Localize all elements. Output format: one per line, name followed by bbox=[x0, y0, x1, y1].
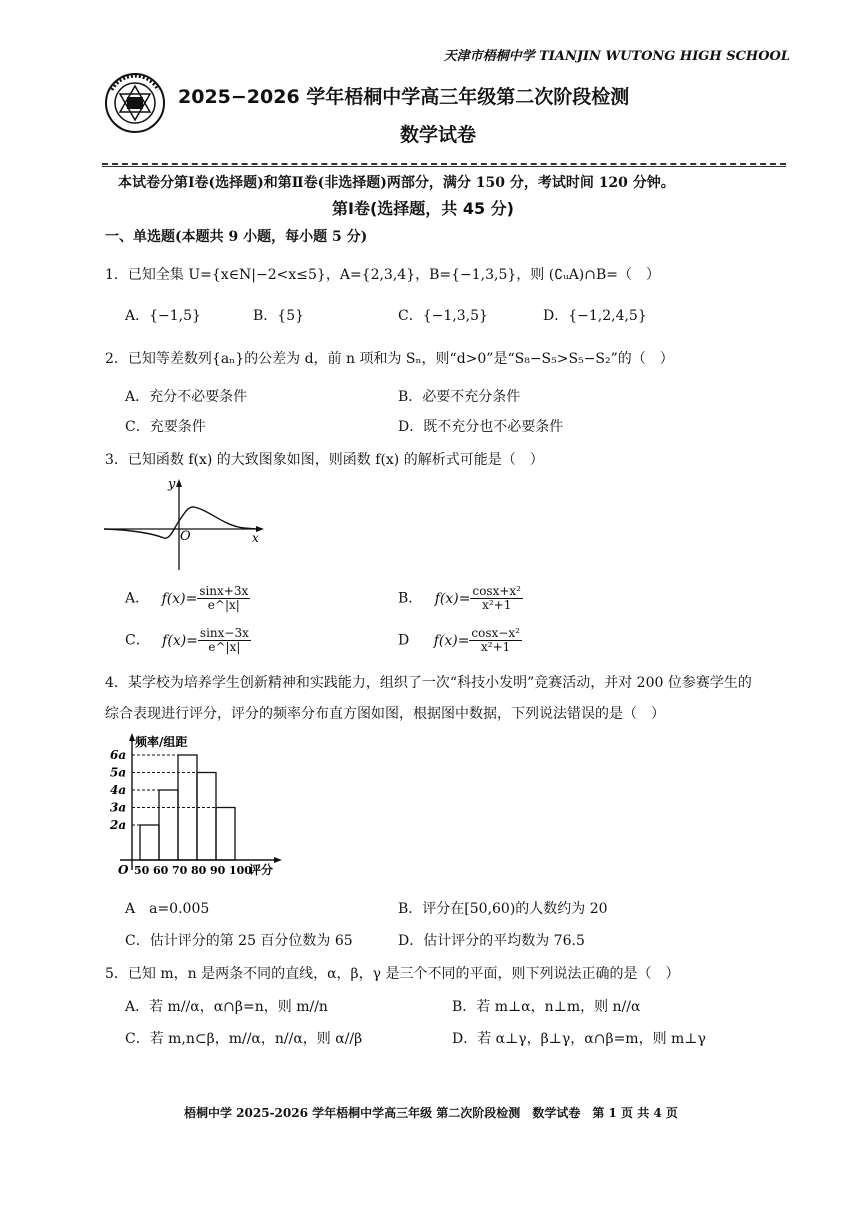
histogram-title: 频率/组距 bbox=[135, 735, 188, 749]
graph-origin-label: O bbox=[180, 529, 191, 544]
question-3-option-b: B． f(x)= $\frac{\text{cosx+x²}}{\text{x²+1}}$ bbox=[398, 584, 521, 612]
histogram-bar bbox=[216, 808, 235, 861]
question-3-option-d: D f(x)= $\frac{\text{cosx−x²}}{\text{x²+1}}$ bbox=[398, 626, 520, 654]
exam-notice: 本试卷分第Ⅰ卷(选择题)和第Ⅱ卷(非选择题)两部分，满分 150 分，考试时间 120 分钟。 bbox=[118, 175, 675, 191]
histogram-y-tick-label: 2a bbox=[110, 818, 127, 832]
histogram-bar bbox=[159, 790, 178, 860]
question-1-stem: 1．已知全集 U={x∈N|−2<x≤5}，A={2,3,4}，B={−1,3,5}，则 (∁ᵤA)∩B=（ ） bbox=[105, 267, 661, 283]
question-4-option-a: A a=0.005 bbox=[125, 901, 210, 917]
header-divider bbox=[102, 163, 786, 165]
question-5-stem: 5．已知 m，n 是两条不同的直线，α，β，γ 是三个不同的平面，则下列说法正确的是（ ） bbox=[105, 966, 680, 982]
school-seal bbox=[104, 72, 166, 134]
question-1-option-a: A．{−1,5} bbox=[125, 308, 201, 324]
question-4-stem-line1: 4．某学校为培养学生创新精神和实践能力，组织了一次“科技小发明”竞赛活动，并对 200 位参赛学生的 bbox=[105, 675, 752, 691]
graph-x-label: x bbox=[252, 531, 259, 545]
histogram-origin-label: O bbox=[118, 863, 129, 877]
histogram-x-tick-label: 100 bbox=[229, 864, 252, 877]
question-5-option-d: D．若 α⊥γ，β⊥γ，α∩β=m，则 m⊥γ bbox=[452, 1031, 706, 1047]
function-graph bbox=[104, 476, 266, 572]
histogram-bar bbox=[197, 773, 216, 861]
histogram-x-label: 评分 bbox=[249, 863, 274, 877]
histogram-y-tick-label: 3a bbox=[110, 800, 127, 815]
histogram-x-tick-label: 90 bbox=[210, 864, 226, 877]
question-2-option-b: B．必要不充分条件 bbox=[398, 389, 521, 405]
school-tag: 天津市梧桐中学 TIANJIN WUTONG HIGH SCHOOL bbox=[443, 49, 790, 64]
histogram-x-arrow bbox=[274, 857, 282, 863]
histogram-chart bbox=[104, 730, 284, 880]
question-3-option-a: A． f(x)= $\frac{\sin x+3x}{e\^{}|x|}$ bbox=[125, 584, 249, 612]
question-1-option-d: D．{−1,2,4,5} bbox=[543, 308, 647, 324]
question-4-option-c: C．估计评分的第 25 百分位数为 65 bbox=[125, 933, 353, 949]
question-5-option-c: C．若 m,n⊂β，m//α，n//α，则 α//β bbox=[125, 1031, 363, 1047]
page-footer: 梧桐中学 2025-2026 学年梧桐中学高三年级 第二次阶段检测 数学试卷 第 1 页 共 4 页 bbox=[184, 1106, 678, 1120]
question-1-option-b: B．{5} bbox=[253, 308, 305, 324]
histogram-y-tick-label: 6a bbox=[110, 748, 127, 762]
question-5-option-b: B．若 m⊥α，n⊥m，则 n//α bbox=[452, 999, 641, 1015]
question-2-stem: 2．已知等差数列{aₙ}的公差为 d，前 n 项和为 Sₙ，则“d>0”是“S₈−S₅>S₅−S₂”的（ ） bbox=[105, 351, 674, 367]
header-divider-line bbox=[102, 166, 786, 167]
question-3-option-c: C． f(x)= $\frac{\sin x-3x}{e\^{}|x|}$ bbox=[125, 626, 249, 654]
histogram-bar bbox=[140, 825, 159, 860]
question-2-option-d: D．既不充分也不必要条件 bbox=[398, 419, 564, 435]
page-subtitle: 数学试卷 bbox=[400, 124, 477, 146]
question-4-option-b: B．评分在[50,60)的人数约为 20 bbox=[398, 901, 608, 917]
part-title: 第Ⅰ卷(选择题，共 45 分) bbox=[332, 199, 514, 218]
histogram-x-tick-label: 60 bbox=[153, 864, 169, 877]
graph-y-label: y bbox=[168, 477, 176, 492]
question-2-option-c: C．充要条件 bbox=[125, 419, 206, 435]
histogram-x-tick-label: 80 bbox=[191, 864, 207, 877]
question-4-stem-line2: 综合表现进行评分，评分的频率分布直方图如图，根据图中数据，下列说法错误的是（ ） bbox=[105, 706, 665, 722]
question-3-stem: 3．已知函数 f(x) 的大致图象如图，则函数 f(x) 的解析式可能是（ ） bbox=[105, 452, 544, 468]
graph-y-arrow bbox=[176, 479, 182, 487]
section-title: 一、单选题(本题共 9 小题，每小题 5 分) bbox=[105, 229, 368, 245]
question-2-option-a: A．充分不必要条件 bbox=[125, 389, 248, 405]
page-title: 2025−2026 学年梧桐中学高三年级第二次阶段检测 bbox=[178, 86, 630, 108]
question-5-option-a: A．若 m//α，α∩β=n，则 m//n bbox=[125, 999, 328, 1015]
histogram-y-tick-label: 5a bbox=[110, 765, 127, 780]
histogram-x-tick-label: 50 bbox=[134, 864, 150, 877]
histogram-x-tick-label: 70 bbox=[172, 864, 188, 877]
question-4-option-d: D．估计评分的平均数为 76.5 bbox=[398, 933, 585, 949]
question-1-option-c: C．{−1,3,5} bbox=[398, 308, 488, 324]
histogram-y-tick-label: 4a bbox=[110, 783, 127, 797]
